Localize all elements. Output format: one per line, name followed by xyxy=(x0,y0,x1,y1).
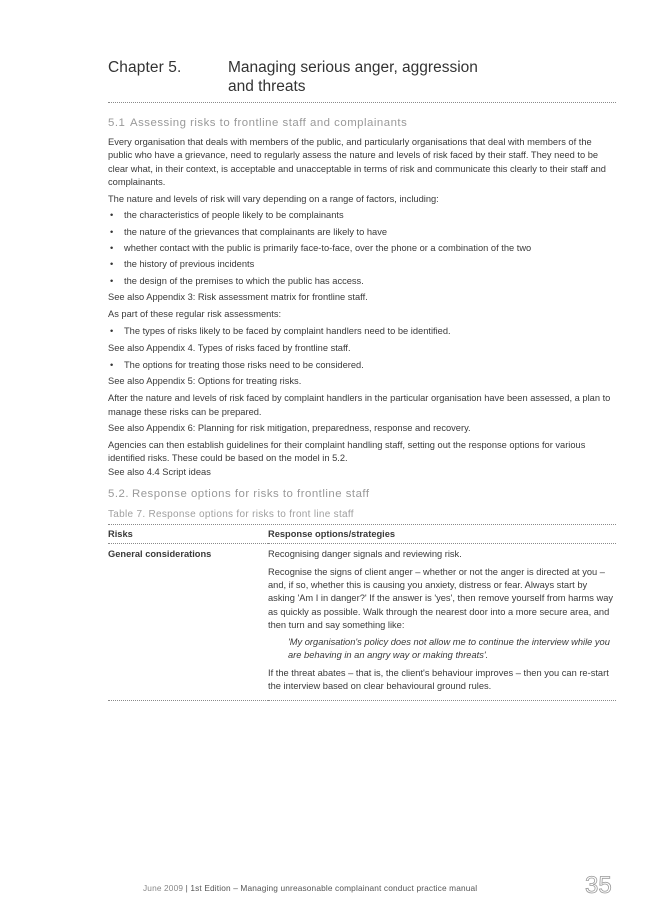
paragraph: See also 4.4 Script ideas xyxy=(108,466,211,477)
section-title: Response options for risks to frontline staff xyxy=(132,488,370,501)
list-item: • The options for treating those risks need to be considered. xyxy=(108,359,616,372)
list-item: • the characteristics of people likely to be complainants xyxy=(108,209,616,222)
factor-list xyxy=(108,209,616,287)
table-row xyxy=(108,544,616,701)
paragraph: Agencies can then establish guidelines for their complaint handling staff, setting out the response options for various identified risks. These could be based on the model in 5.2. xyxy=(108,440,586,464)
response-paragraph: If the threat abates – that is, the client's behaviour improves – then you can re-start the interview based on clear behavioural ground rules. xyxy=(268,667,609,691)
section-heading-5-1 xyxy=(108,117,616,129)
section-body-5-1 xyxy=(108,136,616,479)
response-quote: 'My organisation's policy does not allow me to continue the interview while you are behaving in an angry way or making threats'. xyxy=(288,637,610,661)
chapter-heading xyxy=(108,58,616,103)
section-title: Assessing risks to frontline staff and complainants xyxy=(130,117,408,129)
section-number: 5.2. xyxy=(108,488,129,501)
response-paragraph: Recognise the signs of client anger – whether or not the anger is directed at you – and, if so, whether this is causing you anxiety, distress or fear. Always start by asking 'Am I in danger?' If the answer is 'yes', then remove yourself from harms way as quickly as possible. Walk through the nearest door into a more secure area, and then turn and say something like: xyxy=(268,566,614,630)
column-header-responses: Response options/strategies xyxy=(268,525,616,544)
risk-cell: General considerations xyxy=(108,544,268,701)
document-page xyxy=(108,58,616,701)
column-header-risks: Risks xyxy=(108,525,268,544)
response-options-table xyxy=(108,525,616,701)
list-item: • the nature of the grievances that complainants are likely to have xyxy=(108,226,616,239)
paragraph: Every organisation that deals with members of the public, and particularly organisations that deal with members of the public who have a grievance, need to regularly assess the nature and levels of risk faced by their staff. They need to be clear what, in their context, is acceptable and unacceptable in terms of risk and communicate this clearly to their staff and complainants. xyxy=(108,137,606,187)
footer-title: 1st Edition – Managing unreasonable complainant conduct practice manual xyxy=(190,883,478,893)
assessment-list xyxy=(108,325,616,338)
paragraph: See also Appendix 6: Planning for risk mitigation, preparedness, response and recovery. xyxy=(108,423,471,434)
footer-text xyxy=(143,883,477,893)
response-cell xyxy=(268,544,616,701)
chapter-number: Chapter 5. xyxy=(108,59,182,76)
assessment-list xyxy=(108,359,616,372)
list-item: • the design of the premises to which the public has access. xyxy=(108,275,616,288)
table-header-row xyxy=(108,525,616,544)
footer-date: June 2009 xyxy=(143,883,184,893)
section-number: 5.1 xyxy=(108,117,126,129)
chapter-title-line1: Managing serious anger, aggression xyxy=(228,59,478,76)
section-heading-5-2 xyxy=(108,488,616,500)
list-item: • whether contact with the public is primarily face-to-face, over the phone or a combination of the two xyxy=(108,242,616,255)
paragraph: See also Appendix 4. Types of risks faced by frontline staff. xyxy=(108,342,351,353)
paragraph: After the nature and levels of risk faced by complaint handlers in the particular organisation have been assessed, a plan to manage these risks can be prepared. xyxy=(108,393,611,417)
paragraph: The nature and levels of risk will vary depending on a range of factors, including: xyxy=(108,193,439,204)
paragraph: See also Appendix 5: Options for treating risks. xyxy=(108,376,302,387)
list-item: • the history of previous incidents xyxy=(108,258,616,271)
chapter-title xyxy=(228,58,478,96)
paragraph: See also Appendix 3: Risk assessment matrix for frontline staff. xyxy=(108,292,368,303)
table-caption: Table 7. Response options for risks to front line staff xyxy=(108,509,616,525)
response-paragraph: Recognising danger signals and reviewing risk. xyxy=(268,549,462,560)
page-number: 35 xyxy=(585,872,612,899)
list-item: • The types of risks likely to be faced by complaint handlers need to be identified. xyxy=(108,325,616,338)
paragraph: As part of these regular risk assessments: xyxy=(108,309,282,320)
footer-separator: | xyxy=(185,883,188,893)
chapter-title-line2: and threats xyxy=(228,78,306,95)
